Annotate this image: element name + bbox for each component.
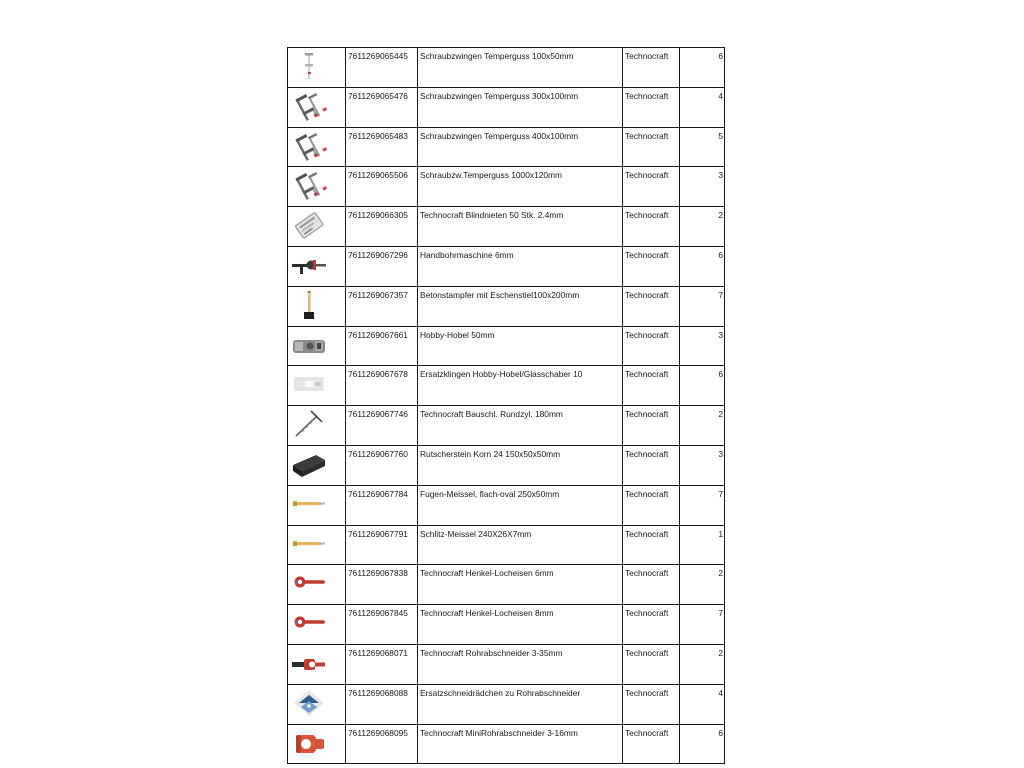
- product-image-cell: [288, 366, 346, 406]
- quantity-cell: 4: [680, 684, 725, 724]
- description-cell: Technocraft Bauschl. Rundzyl. 180mm: [418, 406, 623, 446]
- quantity-cell: 2: [680, 565, 725, 605]
- table-row: [288, 605, 725, 645]
- description-cell: Schraubzwingen Temperguss 400x100mm: [418, 127, 623, 167]
- description-cell: Hobby-Hobel 50mm: [418, 326, 623, 366]
- table-row: [288, 525, 725, 565]
- hand-plane-icon: [291, 329, 327, 361]
- brand-cell: Technocraft: [623, 326, 680, 366]
- inventory-table-body: [288, 48, 725, 764]
- bar-clamp-small-icon: [291, 50, 327, 82]
- ean-cell: 7611269068071: [346, 644, 418, 684]
- hand-drill-icon: [291, 249, 327, 281]
- table-row: [288, 644, 725, 684]
- ean-cell: 7611269067357: [346, 286, 418, 326]
- brand-cell: Technocraft: [623, 724, 680, 764]
- product-image-cell: [288, 326, 346, 366]
- brand-cell: Technocraft: [623, 605, 680, 645]
- product-image-cell: [288, 207, 346, 247]
- chisel-icon: [291, 488, 327, 520]
- description-cell: Technocraft MiniRohrabschneider 3-16mm: [418, 724, 623, 764]
- quantity-cell: 1: [680, 525, 725, 565]
- product-image-cell: [288, 445, 346, 485]
- brand-cell: Technocraft: [623, 684, 680, 724]
- description-cell: Rutscherstein Korn 24 150x50x50mm: [418, 445, 623, 485]
- product-image-cell: [288, 485, 346, 525]
- product-image-cell: [288, 525, 346, 565]
- hole-punch-icon: [291, 567, 327, 599]
- description-cell: Technocraft Rohrabschneider 3-35mm: [418, 644, 623, 684]
- quantity-cell: 2: [680, 207, 725, 247]
- quantity-cell: 2: [680, 406, 725, 446]
- quantity-cell: 6: [680, 246, 725, 286]
- description-cell: Schraubzwingen Temperguss 100x50mm: [418, 48, 623, 88]
- inventory-table: [287, 47, 725, 764]
- description-cell: Handbohrmaschine 6mm: [418, 246, 623, 286]
- brand-cell: Technocraft: [623, 48, 680, 88]
- table-row: [288, 445, 725, 485]
- description-cell: Technocraft Blindnieten 50 Stk. 2.4mm: [418, 207, 623, 247]
- quantity-cell: 3: [680, 167, 725, 207]
- product-image-cell: [288, 48, 346, 88]
- ean-cell: 7611269068088: [346, 684, 418, 724]
- product-image-cell: [288, 684, 346, 724]
- pipe-cutter-icon: [291, 647, 327, 679]
- hole-punch-icon: [291, 607, 327, 639]
- description-cell: Technocraft Henkel-Locheisen 6mm: [418, 565, 623, 605]
- product-image-cell: [288, 127, 346, 167]
- brand-cell: Technocraft: [623, 485, 680, 525]
- description-cell: Ersatzschneidrädchen zu Rohrabschneider: [418, 684, 623, 724]
- product-image-cell: [288, 724, 346, 764]
- table-row: [288, 565, 725, 605]
- ean-cell: 7611269067845: [346, 605, 418, 645]
- description-cell: Schraubzwingen Temperguss 300x100mm: [418, 87, 623, 127]
- product-image-cell: [288, 87, 346, 127]
- quantity-cell: 3: [680, 326, 725, 366]
- description-cell: Fugen-Meissel, flach-oval 250x50mm: [418, 485, 623, 525]
- ean-cell: 7611269065483: [346, 127, 418, 167]
- brand-cell: Technocraft: [623, 406, 680, 446]
- product-image-cell: [288, 605, 346, 645]
- table-row: [288, 167, 725, 207]
- description-cell: Betonstampfer mit Eschenstiel100x200mm: [418, 286, 623, 326]
- ean-cell: 7611269067838: [346, 565, 418, 605]
- sharpening-stone-icon: [291, 448, 327, 480]
- brand-cell: Technocraft: [623, 565, 680, 605]
- tamper-icon: [291, 289, 327, 321]
- ean-cell: 7611269066305: [346, 207, 418, 247]
- ean-cell: 7611269068095: [346, 724, 418, 764]
- product-image-cell: [288, 246, 346, 286]
- quantity-cell: 7: [680, 605, 725, 645]
- brand-cell: Technocraft: [623, 366, 680, 406]
- ean-cell: 7611269067784: [346, 485, 418, 525]
- quantity-cell: 6: [680, 724, 725, 764]
- brand-cell: Technocraft: [623, 246, 680, 286]
- table-row: [288, 207, 725, 247]
- ean-cell: 7611269067746: [346, 406, 418, 446]
- ean-cell: 7611269065445: [346, 48, 418, 88]
- product-image-cell: [288, 286, 346, 326]
- table-row: [288, 724, 725, 764]
- quantity-cell: 2: [680, 644, 725, 684]
- brand-cell: Technocraft: [623, 127, 680, 167]
- description-cell: Schlitz-Meissel 240X26X7mm: [418, 525, 623, 565]
- ean-cell: 7611269067678: [346, 366, 418, 406]
- ean-cell: 7611269067296: [346, 246, 418, 286]
- auger-bit-icon: [291, 408, 327, 440]
- table-row: [288, 326, 725, 366]
- product-image-cell: [288, 406, 346, 446]
- table-row: [288, 684, 725, 724]
- ean-cell: 7611269065476: [346, 87, 418, 127]
- brand-cell: Technocraft: [623, 87, 680, 127]
- quantity-cell: 6: [680, 366, 725, 406]
- description-cell: Technocraft Henkel-Locheisen 8mm: [418, 605, 623, 645]
- blade-pack-icon: [291, 368, 327, 400]
- description-cell: Ersatzklingen Hobby-Hobel/Glasschaber 10: [418, 366, 623, 406]
- chisel-icon: [291, 528, 327, 560]
- ean-cell: 7611269065506: [346, 167, 418, 207]
- mini-pipe-cutter-icon: [291, 727, 327, 759]
- bar-clamp-icon: [291, 130, 327, 162]
- quantity-cell: 4: [680, 87, 725, 127]
- ean-cell: 7611269067791: [346, 525, 418, 565]
- quantity-cell: 7: [680, 286, 725, 326]
- table-row: [288, 366, 725, 406]
- ean-cell: 7611269067661: [346, 326, 418, 366]
- table-row: [288, 127, 725, 167]
- brand-cell: Technocraft: [623, 167, 680, 207]
- cutting-wheel-pack-icon: [291, 687, 327, 719]
- rivet-pack-icon: [291, 209, 327, 241]
- description-cell: Schraubzw.Temperguss 1000x120mm: [418, 167, 623, 207]
- table-row: [288, 485, 725, 525]
- product-image-cell: [288, 565, 346, 605]
- bar-clamp-icon: [291, 90, 327, 122]
- brand-cell: Technocraft: [623, 286, 680, 326]
- table-row: [288, 406, 725, 446]
- product-image-cell: [288, 167, 346, 207]
- table-row: [288, 286, 725, 326]
- quantity-cell: 5: [680, 127, 725, 167]
- brand-cell: Technocraft: [623, 445, 680, 485]
- quantity-cell: 7: [680, 485, 725, 525]
- ean-cell: 7611269067760: [346, 445, 418, 485]
- table-row: [288, 87, 725, 127]
- brand-cell: Technocraft: [623, 207, 680, 247]
- brand-cell: Technocraft: [623, 525, 680, 565]
- quantity-cell: 6: [680, 48, 725, 88]
- table-row: [288, 246, 725, 286]
- product-image-cell: [288, 644, 346, 684]
- table-row: [288, 48, 725, 88]
- quantity-cell: 3: [680, 445, 725, 485]
- bar-clamp-icon: [291, 169, 327, 201]
- brand-cell: Technocraft: [623, 644, 680, 684]
